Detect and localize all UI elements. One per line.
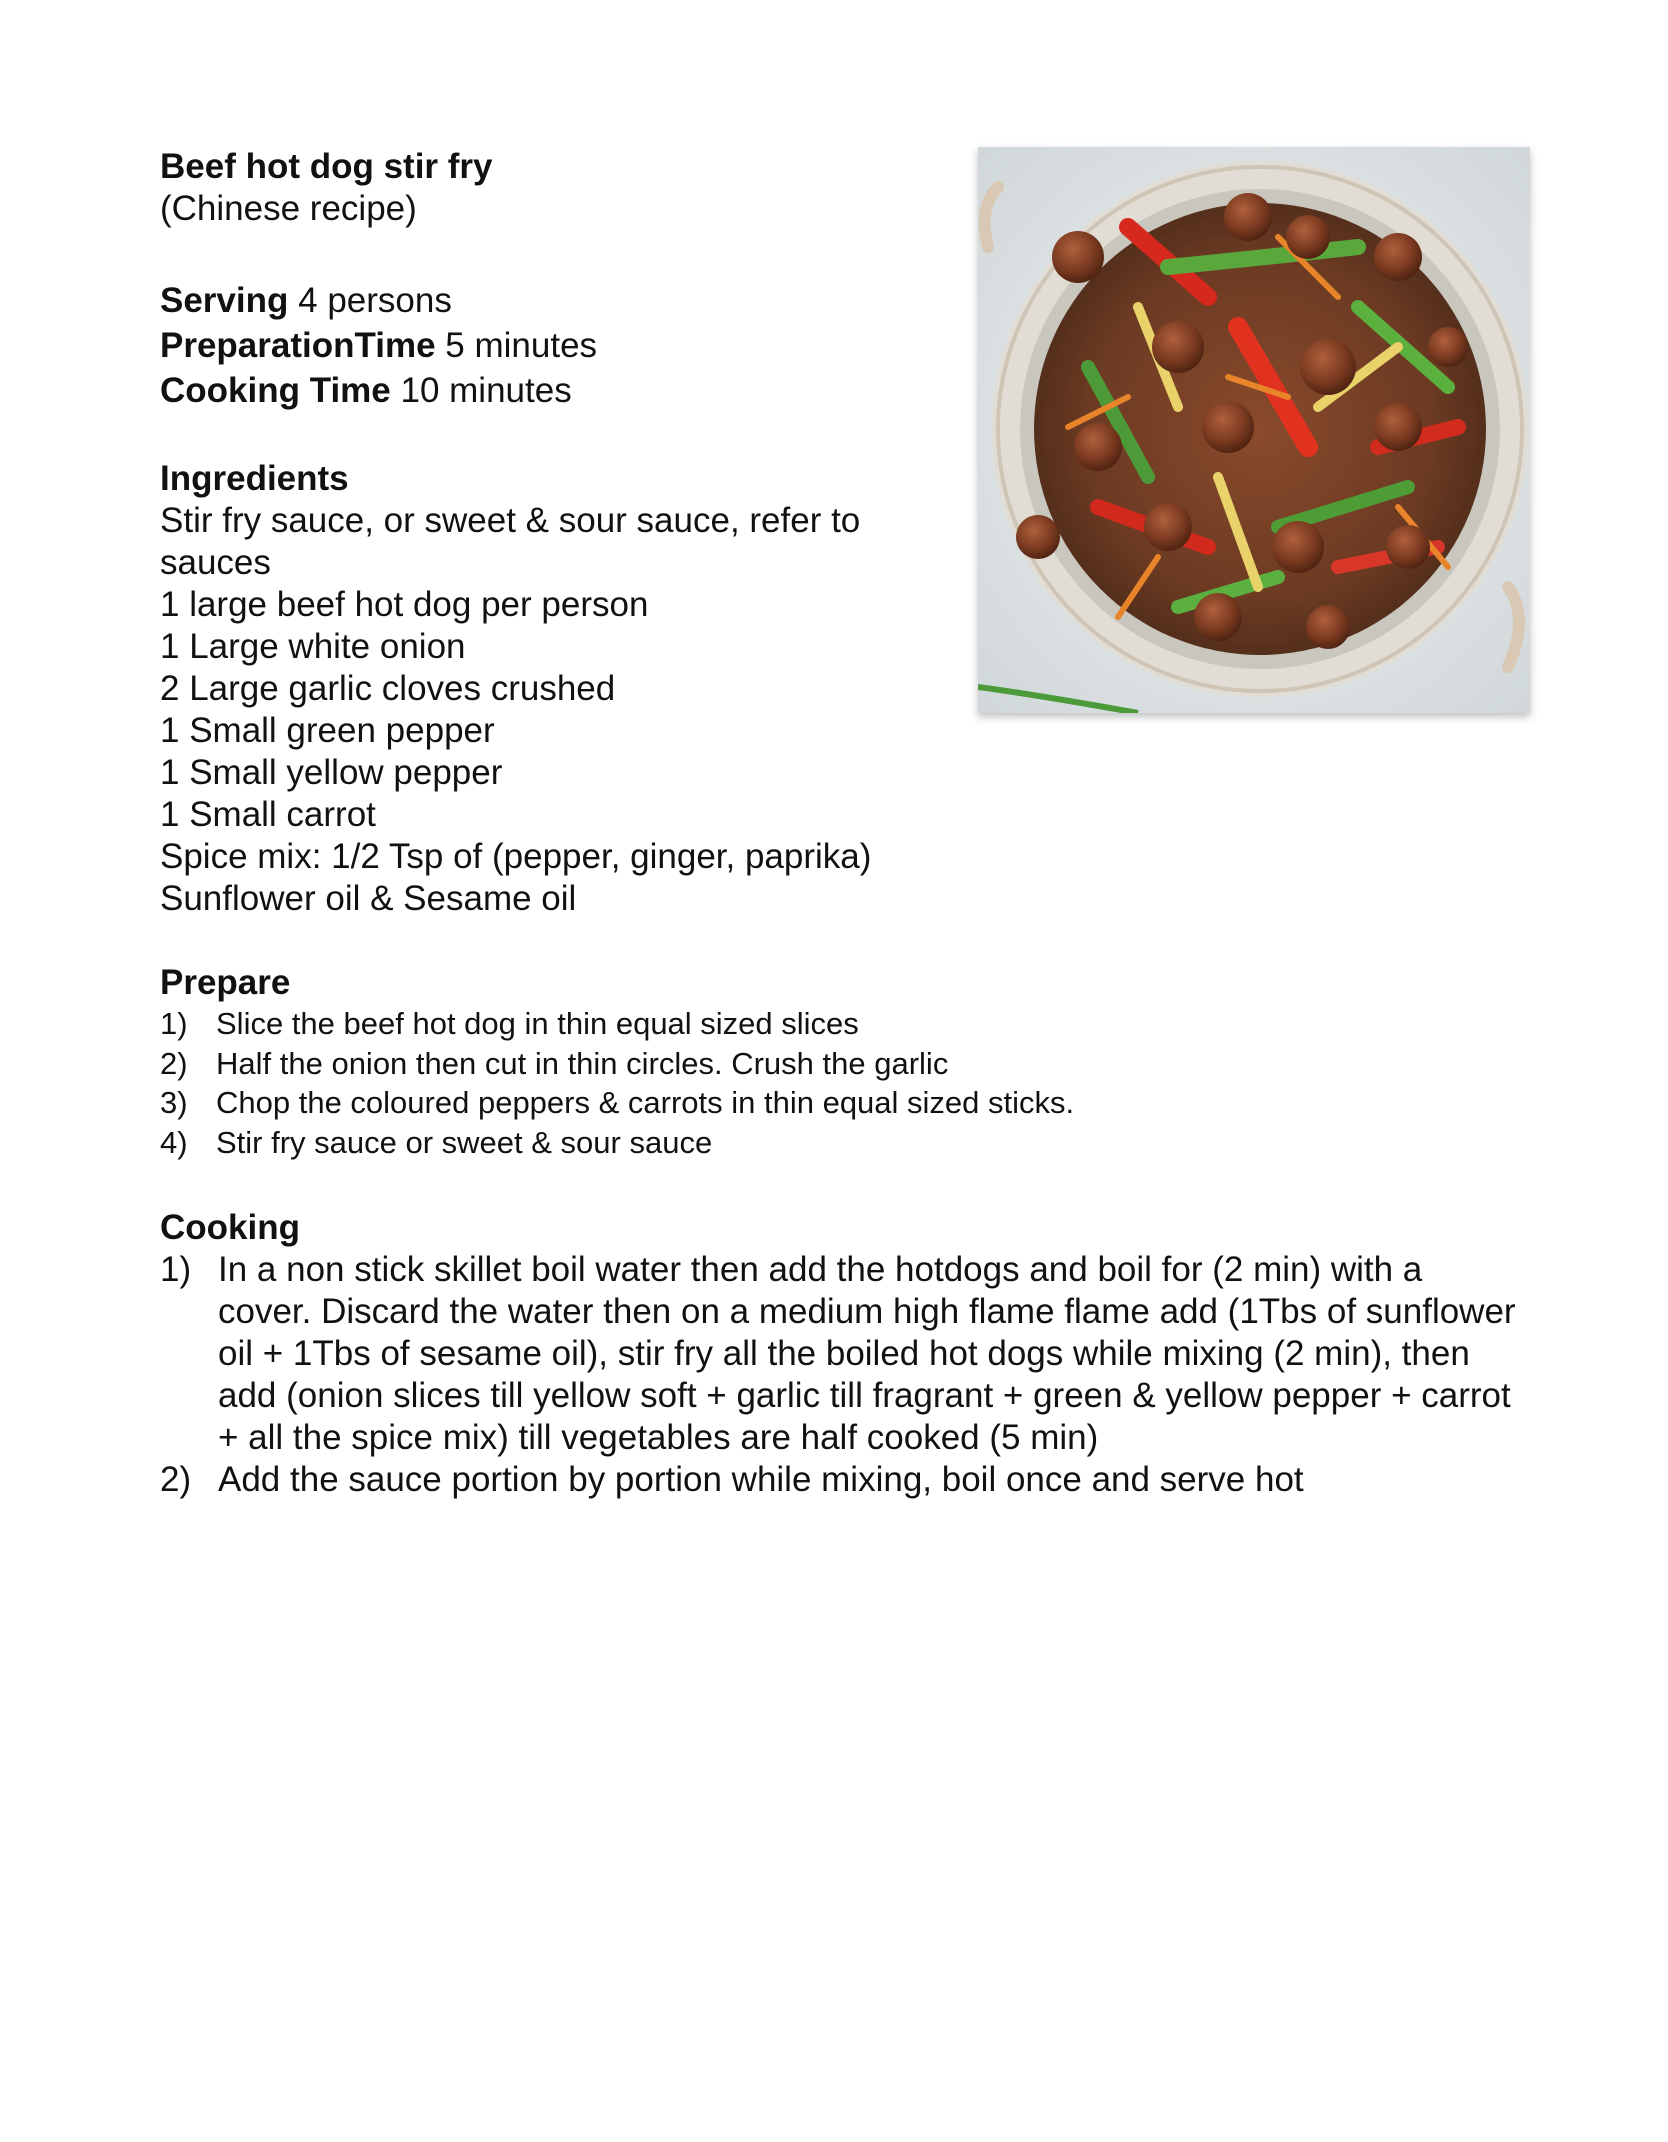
ingredient-item: 1 Small green pepper [160, 711, 495, 750]
meta-label: Cooking Time [160, 371, 391, 410]
prepare-list [160, 1004, 1520, 1162]
step-number: 4) [160, 1124, 188, 1160]
recipe-photo [978, 147, 1530, 713]
ingredient-item: 2 Large garlic cloves crushed [160, 669, 616, 708]
cooking-list [160, 1249, 1520, 1501]
meta-value: 10 minutes [400, 371, 572, 410]
prepare-heading: Prepare [160, 963, 291, 1002]
prepare-step [160, 1083, 1520, 1123]
ingredient-item: Sunflower oil & Sesame oil [160, 879, 577, 918]
step-text: In a non stick skillet boil water then add the hotdogs and boil for (2 min) with a cover. Discard the water then on a medium high flame flame add (1Tbs of sunflower oil + 1Tbs of sesame oil), stir fry all the boiled hot dogs while mixing (2 min), then add (onion slices till yellow soft + garlic till fragrant + green & yellow pepper + carrot + all the spice mix) till vegetables are half cooked (5 min) [218, 1250, 1516, 1457]
step-number: 1) [160, 1250, 192, 1289]
step-number: 2) [160, 1460, 192, 1499]
meta-value: 4 persons [298, 281, 452, 320]
step-text: Add the sauce portion by portion while mixing, boil once and serve hot [218, 1460, 1304, 1499]
ingredient-item: 1 Small yellow pepper [160, 753, 503, 792]
step-number: 2) [160, 1045, 188, 1081]
prepare-step [160, 1044, 1520, 1084]
prepare-step [160, 1004, 1520, 1044]
step-text: Stir fry sauce or sweet & sour sauce [216, 1124, 713, 1160]
prepare-step [160, 1123, 1520, 1163]
step-number: 1) [160, 1006, 188, 1041]
recipe-title: Beef hot dog stir fry [160, 147, 493, 186]
ingredient-item: 1 Large white onion [160, 627, 466, 666]
cooking-heading: Cooking [160, 1208, 300, 1247]
meta-label: Serving [160, 281, 289, 320]
step-number: 3) [160, 1085, 188, 1120]
ingredient-item: 1 Small carrot [160, 795, 376, 834]
step-text: Half the onion then cut in thin circles. Crush the garlic [216, 1045, 949, 1081]
cooking-section [160, 1207, 1520, 1501]
ingredients-list [160, 500, 920, 920]
recipe-subtitle: (Chinese recipe) [160, 189, 417, 228]
meta-value: 5 minutes [445, 326, 598, 365]
cooking-step [160, 1249, 1520, 1459]
prepare-section [160, 962, 1520, 1162]
meta-label: PreparationTime [160, 326, 436, 365]
ingredient-item: 1 large beef hot dog per person [160, 585, 649, 624]
ingredient-item: Spice mix: 1/2 Tsp of (pepper, ginger, paprika) [160, 837, 872, 876]
cooking-step [160, 1459, 1520, 1501]
step-text: Chop the coloured peppers & carrots in thin equal sized sticks. [216, 1085, 1075, 1120]
ingredient-item: Stir fry sauce, or sweet & sour sauce, refer to sauces [160, 501, 861, 582]
ingredients-heading: Ingredients [160, 459, 349, 498]
step-text: Slice the beef hot dog in thin equal sized slices [216, 1006, 859, 1041]
